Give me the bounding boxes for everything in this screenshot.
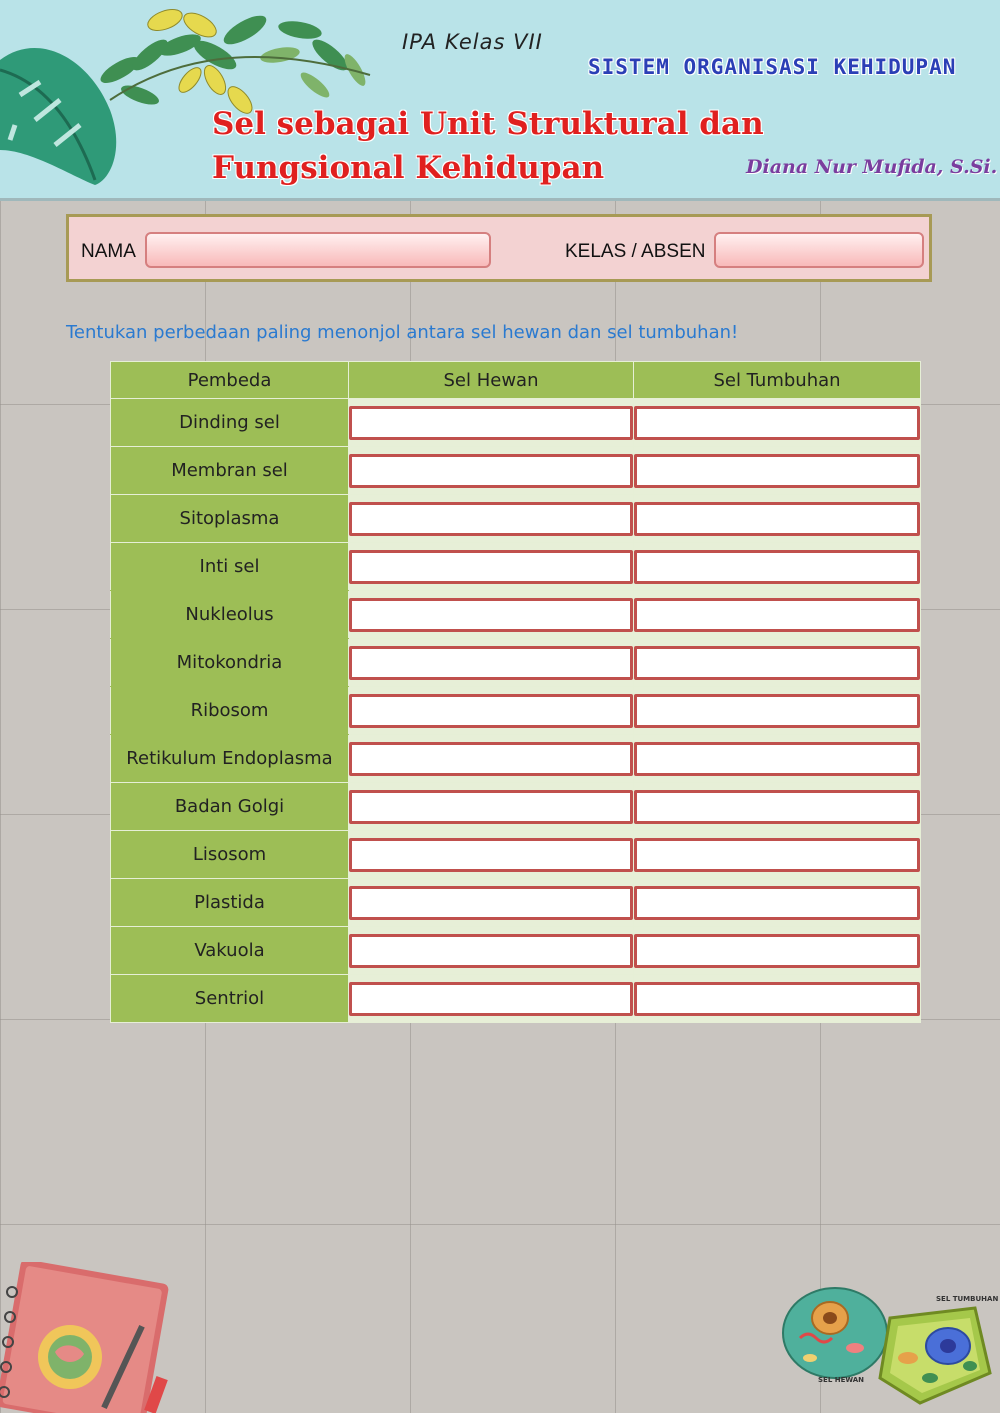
topic-label: SISTEM ORGANISASI KEHIDUPAN xyxy=(588,55,957,79)
plant-answer-field[interactable] xyxy=(634,598,920,632)
row-label: Ribosom xyxy=(111,687,349,735)
row-label: Membran sel xyxy=(111,447,349,495)
instruction-text: Tentukan perbedaan paling menonjol antara sel hewan dan sel tumbuhan! xyxy=(66,322,739,343)
row-label: Retikulum Endoplasma xyxy=(111,735,349,783)
plant-answer-field[interactable] xyxy=(634,502,920,536)
worksheet-header xyxy=(0,0,1000,201)
animal-answer-field[interactable] xyxy=(349,502,633,536)
header-sel-hewan: Sel Hewan xyxy=(349,362,634,399)
animal-answer-field[interactable] xyxy=(349,742,633,776)
row-label: Inti sel xyxy=(111,543,349,591)
animal-answer-field[interactable] xyxy=(349,598,633,632)
animal-answer-field[interactable] xyxy=(349,934,633,968)
row-label: Badan Golgi xyxy=(111,783,349,831)
plant-answer-field[interactable] xyxy=(634,646,920,680)
row-label: Plastida xyxy=(111,879,349,927)
header-pembeda: Pembeda xyxy=(111,362,349,399)
class-absen-field[interactable] xyxy=(714,232,924,268)
table-row xyxy=(111,735,921,783)
notebook-illustration xyxy=(0,1262,180,1413)
row-label: Lisosom xyxy=(111,831,349,879)
table-row xyxy=(111,543,921,591)
worksheet-title xyxy=(212,102,832,190)
comparison-table xyxy=(110,361,921,1023)
table-row xyxy=(111,831,921,879)
author-name: Diana Nur Mufida, S.Si. xyxy=(746,156,998,178)
title-line-1: Sel sebagai Unit Struktural dan xyxy=(212,106,764,142)
plant-answer-field[interactable] xyxy=(634,550,920,584)
animal-answer-field[interactable] xyxy=(349,838,633,872)
plant-cell-caption: SEL TUMBUHAN xyxy=(936,1295,999,1303)
animal-answer-field[interactable] xyxy=(349,550,633,584)
table-row xyxy=(111,447,921,495)
row-label: Nukleolus xyxy=(111,591,349,639)
plant-answer-field[interactable] xyxy=(634,742,920,776)
table-row xyxy=(111,399,921,447)
table-row xyxy=(111,927,921,975)
row-label: Sitoplasma xyxy=(111,495,349,543)
animal-answer-field[interactable] xyxy=(349,694,633,728)
name-label: NAMA xyxy=(81,241,136,262)
table-row xyxy=(111,783,921,831)
row-label: Mitokondria xyxy=(111,639,349,687)
table-row xyxy=(111,495,921,543)
plant-answer-field[interactable] xyxy=(634,790,920,824)
plant-answer-field[interactable] xyxy=(634,982,920,1016)
table-row xyxy=(111,591,921,639)
plant-answer-field[interactable] xyxy=(634,838,920,872)
table-row xyxy=(111,975,921,1023)
row-label: Dinding sel xyxy=(111,399,349,447)
header-sel-tumbuhan: Sel Tumbuhan xyxy=(634,362,921,399)
plant-answer-field[interactable] xyxy=(634,886,920,920)
class-absen-label: KELAS / ABSEN xyxy=(565,241,706,262)
name-field[interactable] xyxy=(145,232,491,268)
animal-answer-field[interactable] xyxy=(349,886,633,920)
subject-label: IPA Kelas VII xyxy=(402,30,543,54)
table-row xyxy=(111,879,921,927)
row-label: Sentriol xyxy=(111,975,349,1023)
animal-answer-field[interactable] xyxy=(349,982,633,1016)
table-row xyxy=(111,639,921,687)
row-label: Vakuola xyxy=(111,927,349,975)
identity-bar xyxy=(66,214,932,282)
animal-answer-field[interactable] xyxy=(349,790,633,824)
plant-answer-field[interactable] xyxy=(634,454,920,488)
title-line-2: Fungsional Kehidupan xyxy=(212,150,605,186)
table-header-row xyxy=(111,362,921,399)
plant-answer-field[interactable] xyxy=(634,406,920,440)
animal-answer-field[interactable] xyxy=(349,406,633,440)
plant-answer-field[interactable] xyxy=(634,694,920,728)
table-row xyxy=(111,687,921,735)
animal-answer-field[interactable] xyxy=(349,454,633,488)
plant-answer-field[interactable] xyxy=(634,934,920,968)
animal-answer-field[interactable] xyxy=(349,646,633,680)
animal-cell-caption: SEL HEWAN xyxy=(818,1376,865,1384)
